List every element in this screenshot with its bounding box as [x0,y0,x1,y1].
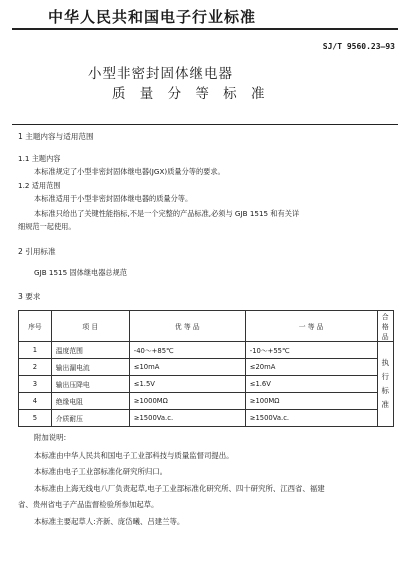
cell-item: 输出漏电流 [51,359,129,376]
col-header-grade3: 合格品 [377,311,394,342]
table-row [19,393,394,410]
cell-grade1: ≥1500Va.c. [129,410,245,427]
section-2-reference: GJB 1515 固体继电器总规范 [34,268,127,277]
section-2-heading: 2 引用标准 [18,247,56,256]
col-header-grade2: 一 等 品 [245,311,377,342]
requirements-table [18,310,394,427]
section-1-1-heading: 1.1 主题内容 [18,154,61,163]
cell-grade2: ≥1500Va.c. [245,410,377,427]
table-row [19,359,394,376]
grade3-char: 标 [381,386,389,395]
cell-item: 温度范围 [51,342,129,359]
section-1-2-text-3: 细规范一起使用。 [18,222,76,231]
cell-no: 1 [19,342,52,359]
document-subtitle: 质 量 分 等 标 准 [112,86,270,102]
notes-heading: 附加说明: [34,433,67,442]
notes-line-1: 本标准由中华人民共和国电子工业部科技与质量监督司提出。 [34,451,234,460]
document-title: 小型非密封固体继电器 [88,66,233,82]
table-row [19,410,394,427]
cell-no: 2 [19,359,52,376]
grade3-char: 准 [381,400,389,409]
cell-grade3-merged [377,342,394,427]
grade3-char: 执 [381,358,389,367]
cell-item: 介质耐压 [51,410,129,427]
notes-line-4: 本标准主要起草人:齐新、庞岱曦、吕建兰等。 [34,517,185,526]
grade3-char: 行 [381,372,389,381]
section-1-2-heading: 1.2 适用范围 [18,181,61,190]
section-1-1-text: 本标准规定了小型非密封固体继电器(JGX)质量分等的要求。 [34,167,225,176]
col-header-no: 序号 [19,311,52,342]
cell-grade2: ≥100MΩ [245,393,377,410]
cell-grade2: -10～+55℃ [245,342,377,359]
notes-line-3a: 本标准由上海无线电八厂负责起草,电子工业部标准化研究所、四十研究所、江西省、福建 [34,484,325,493]
cell-no: 5 [19,410,52,427]
header-rule [12,28,398,30]
cell-item: 绝缘电阻 [51,393,129,410]
cell-grade1: ≤10mA [129,359,245,376]
col-header-item: 项 目 [51,311,129,342]
document-number: SJ/T 9560.23—93 [322,42,395,51]
section-3-heading: 3 要求 [18,292,41,301]
section-1-2-text-2: 本标准只给出了关键性能指标,不是一个完整的产品标准,必须与 GJB 1515 和有关详 [34,209,300,218]
col-header-grade1: 优 等 品 [129,311,245,342]
cell-no: 3 [19,376,52,393]
cell-grade1: -40～+85℃ [129,342,245,359]
standard-org-title: 中华人民共和国电子行业标准 [48,8,257,26]
cell-no: 4 [19,393,52,410]
cell-grade2: ≤1.6V [245,376,377,393]
table-row [19,376,394,393]
notes-line-3b: 省、贵州省电子产品监督检验所参加起草。 [18,500,159,509]
cell-grade1: ≥1000MΩ [129,393,245,410]
notes-line-2: 本标准由电子工业部标准化研究所归口。 [34,467,168,476]
cell-grade1: ≤1.5V [129,376,245,393]
table-header-row [19,311,394,342]
section-1-heading: 1 主题内容与适用范围 [18,132,94,141]
cell-item: 输出压降电 [51,376,129,393]
table-row [19,342,394,359]
title-rule [12,124,398,125]
section-1-2-text-1: 本标准适用于小型非密封固体继电器的质量分等。 [34,194,193,203]
cell-grade2: ≤20mA [245,359,377,376]
